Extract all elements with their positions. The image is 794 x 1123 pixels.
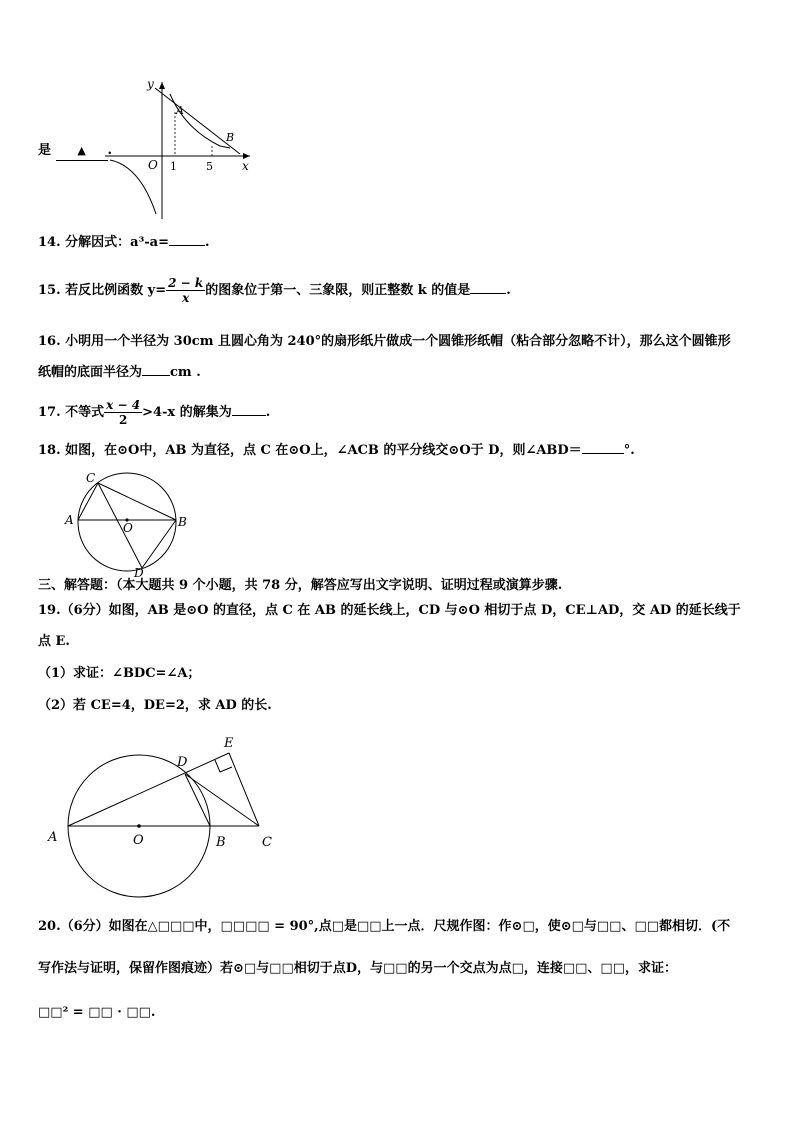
q19-label-c: C [262,835,272,850]
graph-point-a: A [176,104,184,117]
q19-label-b: B [216,835,226,850]
q20-line1: 20.（6分）如图在△□□□中，□□□□ = 90°,点□是□□上一点．尺规作图：作⊙□，使⊙□与□□、□□都相切．(不 [38,919,731,934]
q16-text-line2: 纸帽的底面半径为 [38,365,143,380]
q14-answer-blank[interactable] [169,245,205,246]
section3-heading: 三、解答题：（本大题共 9 个小题，共 78 分，解答应写出文字说明、证明过程或演算步骤. [38,578,563,593]
graph-x-label: x [242,159,249,173]
q18-label-d: D [134,566,144,580]
q14-end: . [205,235,210,250]
q18-end: °. [623,443,635,458]
q16-line2 [38,364,201,382]
q20-line3: □□² = □□ · □□. [38,1005,156,1020]
q15-frac-den: x [182,291,190,305]
q13-suffix: . [107,143,113,158]
graph-tick-1: 1 [170,160,177,173]
q18-circle-figure [60,470,200,580]
q17-frac-den: 2 [118,413,128,427]
q13-answer-blank[interactable] [56,142,108,161]
q20-line2: 写作法与证明，保留作图痕迹）若⊙□与□□相切于点D，与□□的另一个交点为点□，连接□□、□□，求证： [38,961,677,976]
q19-label-a: A [48,830,58,845]
q19-line1: 19.（6分）如图，AB 是⊙O 的直径，点 C 在 AB 的延长线上，CD 与⊙O 相切于点 D，CE⊥AD，交 AD 的延长线于 [38,603,741,618]
q19-label-o: O [133,833,144,848]
q18-line [38,442,635,460]
q18-text: 如图，在⊙O中，AB 为直径，点 C 在⊙O上，∠ACB 的平分线交⊙O于 D，则∠ABD＝ [65,443,582,458]
q14-number: 14. [38,235,61,250]
q15-fraction [166,276,205,305]
q16-text-line1: 小明用一个半径为 30cm 且圆心角为 240°的扇形纸片做成一个圆锥形纸帽（粘合部分忽略不计），那么这个圆锥形 [65,334,731,349]
q19-part2: （2）若 CE=4，DE=2，求 AD 的长. [38,698,272,713]
q16-answer-blank[interactable] [142,375,170,376]
q13-marker: ▲ [77,144,86,157]
q19-tangent-figure [40,730,290,900]
q18-number: 18. [38,443,61,458]
q16-unit: cm . [170,365,201,380]
graph-origin-label: O [148,158,158,172]
q15-pre: 若反比例函数 y= [65,283,167,298]
q19-line2: 点 E. [38,634,70,649]
q17-fraction [104,398,142,427]
q17-number: 17. [38,405,61,420]
graph-y-label: y [147,77,154,91]
q18-label-o: O [123,521,133,535]
q16-number: 16. [38,334,61,349]
q15-answer-blank[interactable] [470,293,506,294]
q17-pre: 不等式 [65,405,105,420]
q19-label-e: E [224,736,234,751]
q14-line [38,234,210,252]
q15-frac-num: 2 − k [168,276,204,290]
q17-post: >4-x 的解集为 [142,405,232,420]
q13-prefix: 是 [38,143,52,158]
q19-label-d: D [177,755,188,770]
graph-tick-5: 5 [206,160,213,173]
q13-function-graph [100,74,260,224]
graph-point-b: B [226,131,235,144]
q19-part1: （1）求证：∠BDC=∠A； [38,666,201,681]
q14-text: 分解因式：a³-a= [65,235,169,250]
q18-label-a: A [65,513,74,527]
q15-line [38,276,511,305]
q18-label-b: B [178,515,187,529]
q15-number: 15. [38,283,61,298]
q15-post: 的图象位于第一、三象限，则正整数 k 的值是 [205,283,471,298]
q15-end: . [506,283,511,298]
q17-end: . [265,405,271,420]
q16-line1 [38,333,731,351]
q17-answer-blank[interactable] [232,415,266,416]
q18-answer-blank[interactable] [582,453,624,454]
q18-label-c: C [86,471,96,485]
q17-frac-num: x − 4 [106,398,141,412]
q13-answer-line [38,142,112,161]
q17-line [38,398,270,427]
